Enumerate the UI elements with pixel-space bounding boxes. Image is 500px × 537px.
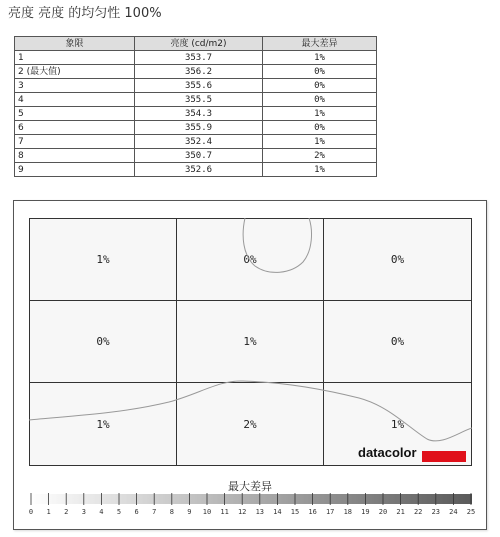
scale-tick-label: 23 [431,508,441,516]
scale-tick-label: 18 [343,508,353,516]
table-row [15,163,377,177]
datacolor-logo [358,446,417,464]
scale-tick-label: 21 [396,508,405,516]
page-title: 亮度 亮度 的均匀性 100% [8,6,162,21]
scale-tick-label: 7 [152,508,157,516]
heatmap-cell: 1% [390,417,405,431]
scale-tick-label: 17 [325,508,335,516]
heatmap-cell: 2% [177,383,324,465]
cell-max-diff: 0% [263,65,377,79]
scale-tick-label: 11 [220,508,229,516]
heatmap-cell: 0% [30,301,177,383]
scale-tick-label: 16 [308,508,317,516]
cell-quadrant: 4 [15,93,135,107]
scale-tick-label: 0 [28,508,34,516]
cell-max-diff: 0% [263,121,377,135]
table-row [15,79,377,93]
scale-tick-label: 15 [290,508,300,516]
gradient-scale-bar [30,492,472,506]
heatmap-cell: 1% [30,219,177,301]
cell-luminance: 355.9 [135,121,263,135]
cell-quadrant: 2 (最大值) [15,65,135,79]
scale-tick-label: 9 [187,508,192,516]
header-luminance: 亮度 (cd/m2) [135,37,263,51]
uniformity-table [14,36,377,177]
cell-luminance: 352.4 [135,135,263,149]
cell-max-diff: 2% [263,149,377,163]
scale-tick-label: 1 [46,508,51,516]
cell-max-diff: 1% [263,107,377,121]
cell-quadrant: 6 [15,121,135,135]
header-max-diff: 最大差异 [263,37,377,51]
scale-tick-label: 12 [237,508,247,516]
cell-luminance: 355.6 [135,79,263,93]
scale-tick-label: 22 [413,508,423,516]
heatmap-grid [29,218,472,466]
cell-quadrant: 7 [15,135,135,149]
cell-quadrant: 8 [15,149,135,163]
heatmap-cell: 1% [30,383,177,465]
heatmap-cell: 0% [324,219,471,301]
table-row [15,107,377,121]
heatmap-cell: 0% [177,219,324,301]
cell-max-diff: 1% [263,163,377,177]
cell-quadrant: 9 [15,163,135,177]
scale-tick-label: 5 [116,508,122,516]
legend-title: 最大差异 [228,480,272,493]
table-row [15,65,377,79]
header-quadrant: 象限 [15,37,135,51]
scale-tick-label: 14 [273,508,282,516]
table-row [15,51,377,65]
scale-tick-label: 4 [99,508,104,516]
cell-quadrant: 3 [15,79,135,93]
logo-red-bar [422,451,466,462]
cell-luminance: 350.7 [135,149,263,163]
scale-tick-label: 19 [361,508,370,516]
table-row [15,135,377,149]
cell-quadrant: 1 [15,51,135,65]
uniformity-heatmap-panel [13,200,487,530]
logo-text: datacolor [358,445,417,460]
scale-tick-label: 3 [81,508,86,516]
scale-tick-label: 13 [255,508,265,516]
heatmap-cell: 1% [177,301,324,383]
heatmap-cell: 0% [324,301,471,383]
cell-max-diff: 1% [263,51,377,65]
scale-tick-label: 20 [378,508,388,516]
scale-labels [28,508,476,520]
cell-max-diff: 0% [263,93,377,107]
table-row [15,93,377,107]
table-row [15,149,377,163]
table-header-row [15,37,377,51]
scale-tick-label: 6 [134,508,139,516]
cell-luminance: 356.2 [135,65,263,79]
scale-tick-label: 10 [202,508,212,516]
cell-luminance: 355.5 [135,93,263,107]
cell-luminance: 354.3 [135,107,263,121]
cell-luminance: 352.6 [135,163,263,177]
scale-tick-label: 8 [169,508,174,516]
cell-luminance: 353.7 [135,51,263,65]
cell-max-diff: 0% [263,79,377,93]
scale-gradient [30,494,472,504]
table-row [15,121,377,135]
cell-quadrant: 5 [15,107,135,121]
scale-tick-label: 2 [64,508,69,516]
cell-max-diff: 1% [263,135,377,149]
scale-tick-label: 24 [449,508,458,516]
scale-tick-label: 25 [466,508,476,516]
